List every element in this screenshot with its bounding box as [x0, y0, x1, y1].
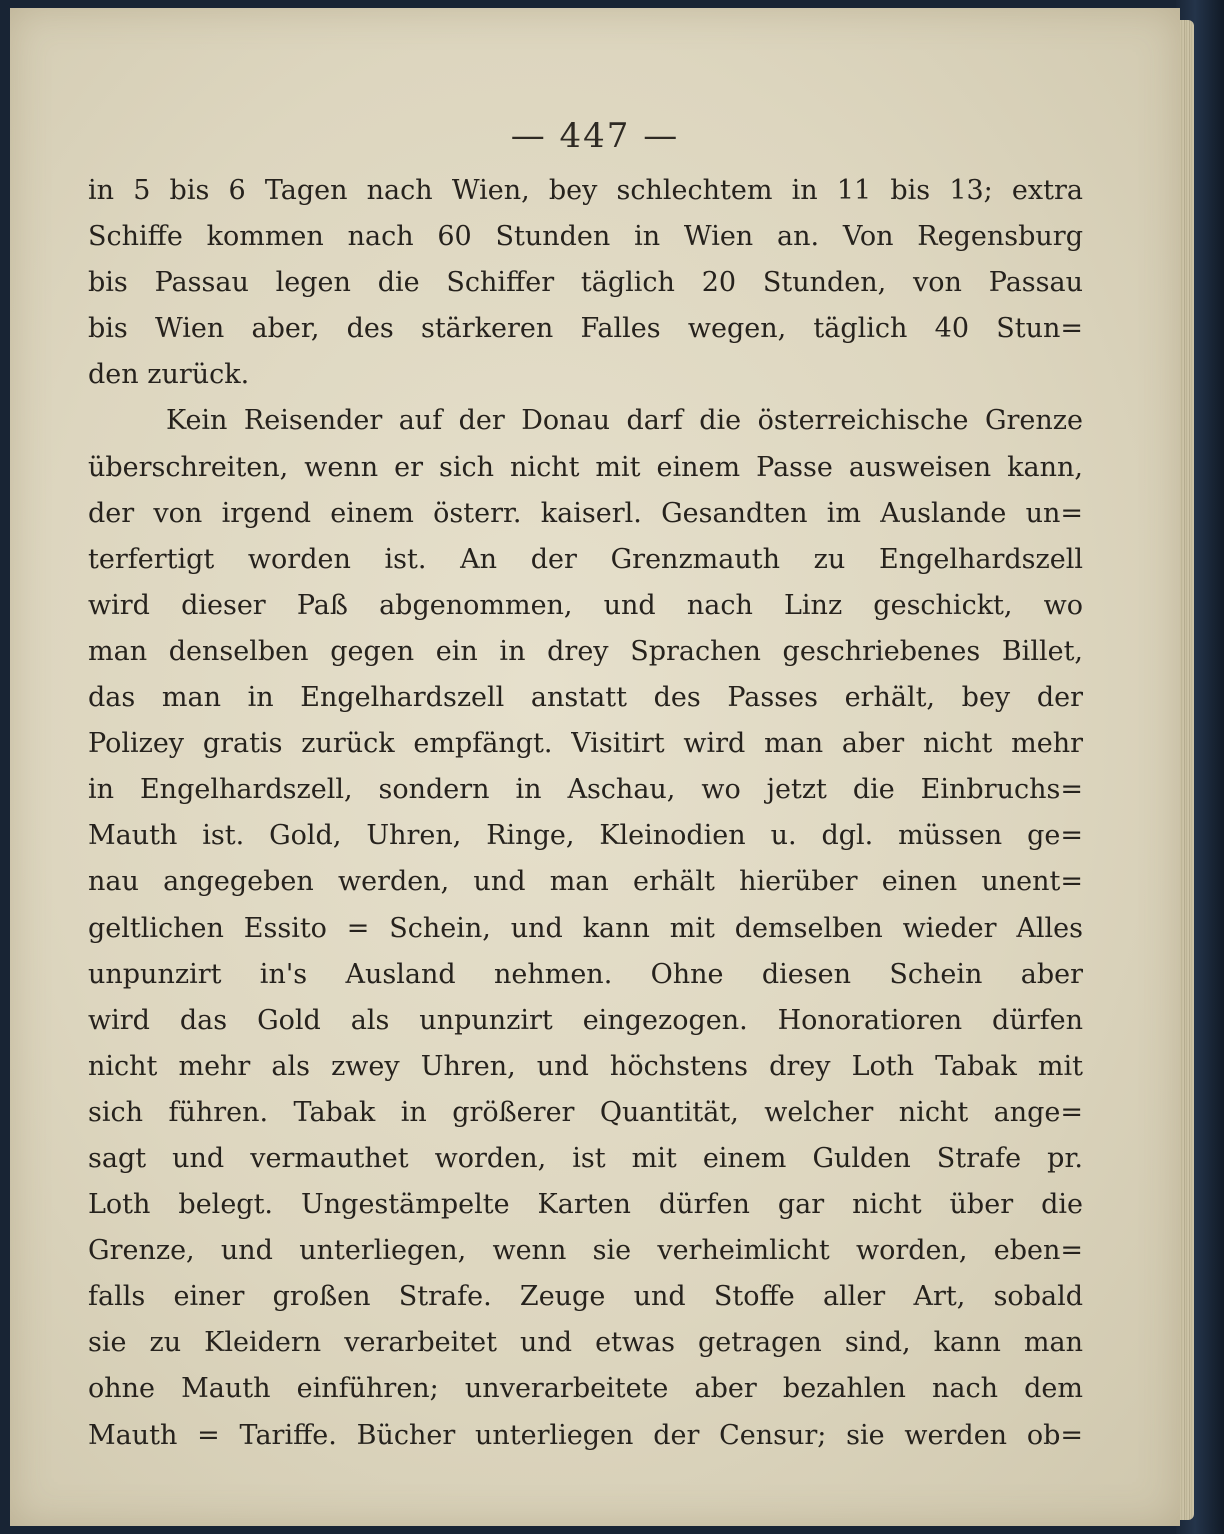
- text-line: Grenze, und unterliegen, wenn sie verheimlicht worden, eben=: [88, 1235, 1083, 1267]
- text-line: in 5 bis 6 Tagen nach Wien, bey schlechtem in 11 bis 13; extra: [88, 175, 1083, 206]
- text-line: der von irgend einem österr. kaiserl. Gesandten im Auslande un=: [88, 497, 1083, 529]
- text-line: nicht mehr als zwey Uhren, und höchstens drey Loth Tabak mit: [88, 1050, 1083, 1082]
- page-number: — 447 —: [510, 116, 680, 156]
- text-line: Polizey gratis zurück empfängt. Visitirt wird man aber nicht mehr: [88, 728, 1083, 760]
- text-line: sagt und vermauthet worden, ist mit einem Gulden Strafe pr.: [88, 1142, 1083, 1174]
- book-page: [10, 8, 1180, 1526]
- text-line: Loth belegt. Ungestämpelte Karten dürfen gar nicht über die: [88, 1189, 1083, 1221]
- text-line: man denselben gegen ein in drey Sprachen geschriebenes Billet,: [88, 635, 1083, 667]
- text-line: wird dieser Paß abgenommen, und nach Linz geschickt, wo: [88, 589, 1083, 621]
- body-text: [88, 168, 1083, 1459]
- text-line: Schiffe kommen nach 60 Stunden in Wien an. Von Regensburg: [88, 221, 1083, 253]
- text-line: Mauth = Tariffe. Bücher unterliegen der Censur; sie werden ob=: [88, 1419, 1083, 1451]
- text-line: das man in Engelhardszell anstatt des Passes erhält, bey der: [88, 682, 1083, 714]
- text-line: falls einer großen Strafe. Zeuge und Stoffe aller Art, sobald: [88, 1281, 1083, 1313]
- paragraph-start-line: Kein Reisender auf der Donau darf die österreichische Grenze: [166, 405, 1083, 437]
- text-line: sie zu Kleidern verarbeitet und etwas getragen sind, kann man: [88, 1327, 1083, 1359]
- text-line: terfertigt worden ist. An der Grenzmauth zu Engelhardszell: [88, 543, 1083, 575]
- text-line: sich führen. Tabak in größerer Quantität, welcher nicht ange=: [88, 1096, 1083, 1128]
- text-line: unpunzirt in's Ausland nehmen. Ohne diesen Schein aber: [88, 958, 1083, 990]
- text-line: den zurück.: [88, 359, 250, 391]
- text-line: in Engelhardszell, sondern in Aschau, wo jetzt die Einbruchs=: [88, 774, 1083, 806]
- text-line: nau angegeben werden, und man erhält hierüber einen unent=: [88, 866, 1083, 898]
- text-line: geltlichen Essito = Schein, und kann mit demselben wieder Alles: [88, 912, 1083, 944]
- text-line: ohne Mauth einführen; unverarbeitete aber bezahlen nach dem: [88, 1373, 1083, 1405]
- text-line: wird das Gold als unpunzirt eingezogen. Honoratioren dürfen: [88, 1004, 1083, 1036]
- text-line: überschreiten, wenn er sich nicht mit einem Passe ausweisen kann,: [88, 451, 1083, 483]
- text-line: Mauth ist. Gold, Uhren, Ringe, Kleinodien u. dgl. müssen ge=: [88, 820, 1083, 852]
- text-line: bis Passau legen die Schiffer täglich 20 Stunden, von Passau: [88, 267, 1083, 299]
- text-line: bis Wien aber, des stärkeren Falles wegen, täglich 40 Stun=: [88, 313, 1083, 345]
